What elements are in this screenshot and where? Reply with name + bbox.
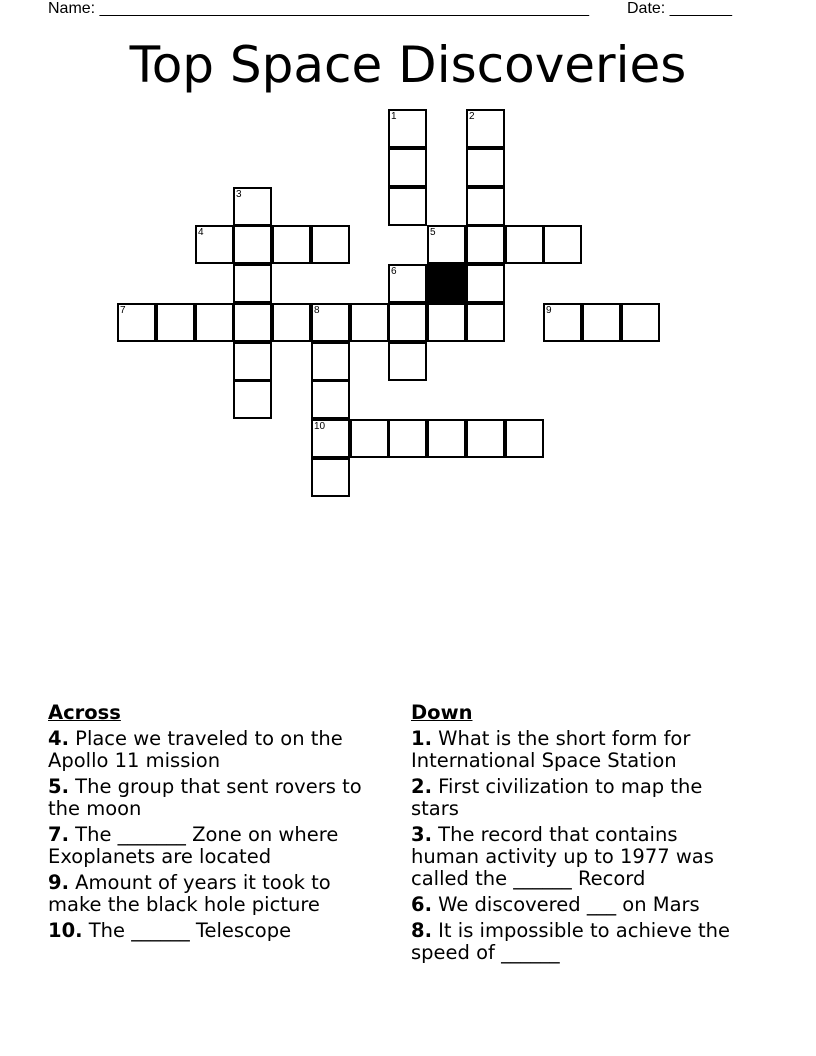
clue-text: Amount of years it took to make the black hole picture xyxy=(48,871,331,916)
cell-number: 6 xyxy=(391,266,397,277)
across-clues xyxy=(48,702,378,946)
crossword-cell[interactable] xyxy=(233,264,272,303)
crossword-cell[interactable] xyxy=(311,419,350,458)
clue-number: 9. xyxy=(48,871,69,894)
clue-across-10 xyxy=(48,920,378,942)
clue-text: First civilization to map the stars xyxy=(411,775,703,820)
clue-down-2 xyxy=(411,776,751,820)
clue-text: The _______ Zone on where Exoplanets are located xyxy=(48,823,339,868)
cell-number: 4 xyxy=(198,227,204,238)
clue-text: Place we traveled to on the Apollo 11 mission xyxy=(48,727,343,772)
clue-number: 1. xyxy=(411,727,432,750)
crossword-cell[interactable] xyxy=(582,303,621,342)
crossword-cell[interactable] xyxy=(233,380,272,419)
crossword-cell[interactable] xyxy=(466,419,505,458)
crossword-cell[interactable] xyxy=(195,303,234,342)
clue-down-8 xyxy=(411,920,751,964)
crossword-cell[interactable] xyxy=(466,109,505,148)
crossword-cell[interactable] xyxy=(388,264,427,303)
crossword-cell[interactable] xyxy=(621,303,660,342)
clue-number: 10. xyxy=(48,919,83,942)
crossword-cell[interactable] xyxy=(117,303,156,342)
crossword-cell[interactable] xyxy=(543,303,582,342)
date-field[interactable]: Date: _______ xyxy=(627,0,732,17)
crossword-cell[interactable] xyxy=(466,148,505,187)
crossword-cell[interactable] xyxy=(388,187,427,226)
crossword-cell[interactable] xyxy=(311,380,350,419)
crossword-cell[interactable] xyxy=(388,109,427,148)
crossword-cell[interactable] xyxy=(311,225,350,264)
crossword-cell[interactable] xyxy=(272,303,311,342)
cell-number: 1 xyxy=(391,111,397,122)
crossword-cell[interactable] xyxy=(466,187,505,226)
clue-number: 5. xyxy=(48,775,69,798)
clue-down-3 xyxy=(411,824,751,890)
across-heading: Across xyxy=(48,701,121,724)
clue-across-4 xyxy=(48,728,378,772)
crossword-cell[interactable] xyxy=(233,342,272,381)
crossword-cell[interactable] xyxy=(233,187,272,226)
clue-text: It is impossible to achieve the speed of ______ xyxy=(411,919,730,964)
clue-text: We discovered ___ on Mars xyxy=(431,893,700,916)
crossword-cell[interactable] xyxy=(156,303,195,342)
cell-number: 5 xyxy=(430,227,436,238)
cell-number: 9 xyxy=(546,305,552,316)
crossword-cell[interactable] xyxy=(388,342,427,381)
crossword-cell[interactable] xyxy=(427,303,466,342)
crossword-cell[interactable] xyxy=(466,225,505,264)
clue-text: What is the short form for International Space Station xyxy=(411,727,691,772)
cell-number: 10 xyxy=(314,421,326,432)
clue-number: 7. xyxy=(48,823,69,846)
crossword-cell[interactable] xyxy=(427,419,466,458)
clue-number: 6. xyxy=(411,893,432,916)
crossword-cell[interactable] xyxy=(543,225,582,264)
crossword-cell[interactable] xyxy=(195,225,234,264)
clue-down-6 xyxy=(411,894,751,916)
cell-number: 7 xyxy=(120,305,126,316)
crossword-cell[interactable] xyxy=(388,148,427,187)
crossword-cell[interactable] xyxy=(272,225,311,264)
crossword-cell[interactable] xyxy=(350,303,389,342)
clue-text: The group that sent rovers to the moon xyxy=(48,775,362,820)
crossword-cell[interactable] xyxy=(311,342,350,381)
clue-text: The record that contains human activity up to 1977 was called the ______ Record xyxy=(411,823,714,890)
clue-number: 2. xyxy=(411,775,432,798)
clue-number: 3. xyxy=(411,823,432,846)
clue-across-9 xyxy=(48,872,378,916)
crossword-cell[interactable] xyxy=(388,303,427,342)
crossword-cell[interactable] xyxy=(388,419,427,458)
crossword-cell[interactable] xyxy=(311,458,350,497)
clue-number: 8. xyxy=(411,919,432,942)
crossword-cell[interactable] xyxy=(466,303,505,342)
crossword-cell[interactable] xyxy=(505,419,544,458)
clue-number: 4. xyxy=(48,727,69,750)
clue-across-7 xyxy=(48,824,378,868)
crossword-cell[interactable] xyxy=(427,225,466,264)
clue-down-1 xyxy=(411,728,751,772)
crossword-block xyxy=(427,264,466,303)
crossword-cell[interactable] xyxy=(466,264,505,303)
crossword-cell[interactable] xyxy=(311,303,350,342)
cell-number: 2 xyxy=(469,111,475,122)
cell-number: 8 xyxy=(314,305,320,316)
down-heading: Down xyxy=(411,701,473,724)
crossword-cell[interactable] xyxy=(505,225,544,264)
page-title: Top Space Discoveries xyxy=(129,36,687,94)
down-clues xyxy=(411,702,751,968)
clue-text: The ______ Telescope xyxy=(82,919,292,942)
crossword-cell[interactable] xyxy=(233,303,272,342)
crossword-cell[interactable] xyxy=(350,419,389,458)
crossword-grid xyxy=(0,0,816,520)
name-field[interactable]: Name: _______________________________________________________ xyxy=(48,0,589,17)
clue-across-5 xyxy=(48,776,378,820)
crossword-cell[interactable] xyxy=(233,225,272,264)
cell-number: 3 xyxy=(236,189,242,200)
